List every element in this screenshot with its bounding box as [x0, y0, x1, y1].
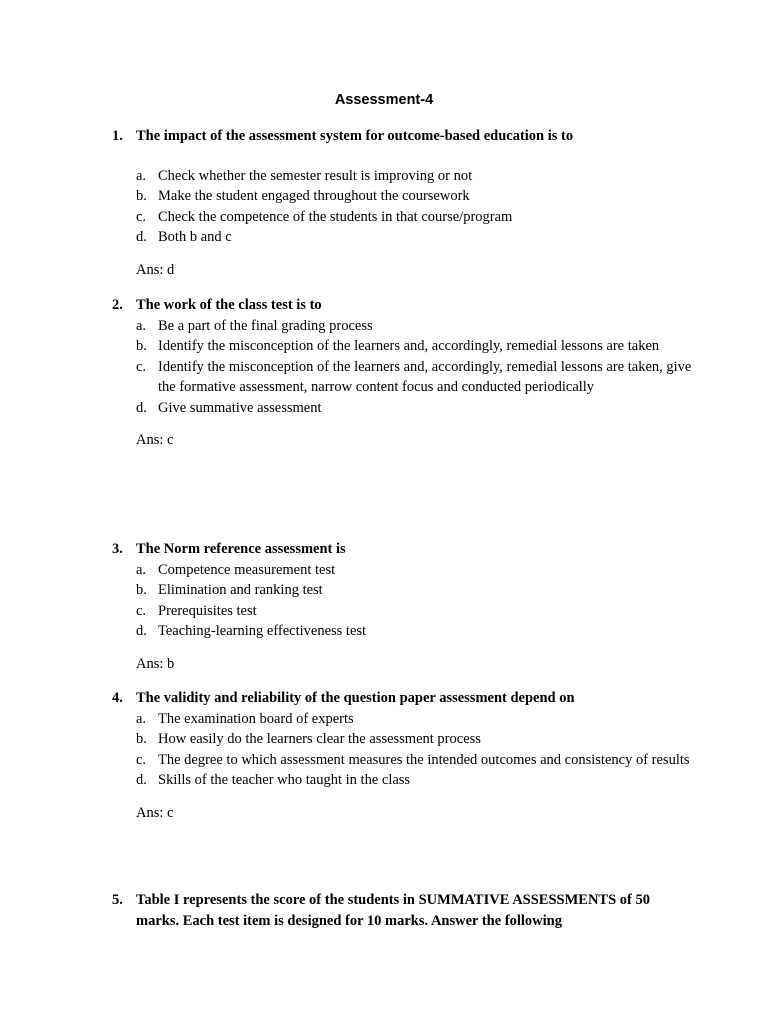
question-number: 2. — [112, 297, 123, 313]
option-text: Check the competence of the students in that course/program — [158, 208, 513, 225]
option-text: Competence measurement test — [158, 561, 336, 578]
question-number: 3. — [112, 541, 123, 557]
option-text: Make the student engaged throughout the coursework — [158, 188, 470, 204]
option-c — [136, 750, 692, 771]
option-a — [136, 316, 692, 337]
option-letter: b. — [136, 582, 147, 598]
option-d — [136, 227, 692, 248]
answer: Ans: c — [136, 432, 174, 448]
option-text: Be a part of the final grading process — [158, 317, 373, 334]
answer: Ans: b — [136, 655, 175, 672]
option-text: Identify the misconception of the learners and, accordingly, remedial lessons are taken, give the formative assessment, narrow content focus and conducted periodically — [158, 358, 692, 395]
question-text: The impact of the assessment system for outcome-based education is to — [136, 128, 574, 144]
question-number: 4. — [112, 690, 123, 706]
option-d — [136, 770, 692, 791]
option-a — [136, 560, 692, 581]
option-letter: d. — [136, 772, 147, 788]
option-letter: b. — [136, 731, 147, 747]
option-letter: c. — [136, 208, 147, 225]
option-letter: a. — [136, 167, 147, 184]
option-text: Give summative assessment — [158, 399, 322, 416]
answer: Ans: d — [136, 261, 175, 278]
option-text: Elimination and ranking test — [158, 582, 323, 598]
option-c — [136, 207, 692, 228]
option-letter: d. — [136, 399, 147, 416]
option-a — [136, 166, 692, 187]
option-c — [136, 357, 692, 398]
question-text: The Norm reference assessment is — [136, 541, 346, 557]
option-c — [136, 601, 692, 622]
question-text: Table I represents the score of the students in SUMMATIVE ASSESSMENTS of 50 marks. Each test item is designed for 10 marks. Answer the following — [136, 892, 650, 929]
option-text: Skills of the teacher who taught in the class — [158, 772, 411, 788]
option-b — [136, 186, 692, 207]
question-text: The work of the class test is to — [136, 297, 322, 313]
question-text: The validity and reliability of the question paper assessment depend on — [136, 690, 575, 706]
question-number: 5. — [112, 892, 123, 908]
option-text: Both b and c — [158, 229, 232, 245]
option-letter: c. — [136, 358, 147, 375]
question-2 — [112, 295, 692, 451]
option-text: Teaching-learning effectiveness test — [158, 623, 367, 639]
question-1 — [112, 126, 692, 280]
option-letter: a. — [136, 317, 147, 334]
option-letter: a. — [136, 710, 147, 727]
question-4 — [112, 688, 692, 823]
option-text: Identify the misconception of the learners and, accordingly, remedial lessons are taken — [158, 338, 660, 354]
option-letter: d. — [136, 229, 147, 245]
option-letter: a. — [136, 561, 147, 578]
option-a — [136, 709, 692, 730]
option-b — [136, 336, 692, 357]
option-letter: d. — [136, 623, 147, 639]
option-text: How easily do the learners clear the assessment process — [158, 731, 481, 747]
option-text: The degree to which assessment measures the intended outcomes and consistency of results — [158, 751, 690, 768]
question-5 — [112, 890, 692, 931]
option-text: The examination board of experts — [158, 710, 354, 727]
option-text: Prerequisites test — [158, 602, 257, 619]
option-b — [136, 580, 692, 601]
option-text: Check whether the semester result is improving or not — [158, 167, 473, 184]
option-letter: b. — [136, 338, 147, 354]
question-number: 1. — [112, 128, 123, 144]
option-letter: b. — [136, 188, 147, 204]
question-3 — [112, 539, 692, 674]
answer: Ans: c — [136, 804, 174, 821]
option-letter: c. — [136, 751, 147, 768]
page-title: Assessment-4 — [334, 92, 434, 108]
option-b — [136, 729, 692, 750]
option-d — [136, 621, 692, 642]
option-d — [136, 398, 692, 419]
option-letter: c. — [136, 602, 147, 619]
